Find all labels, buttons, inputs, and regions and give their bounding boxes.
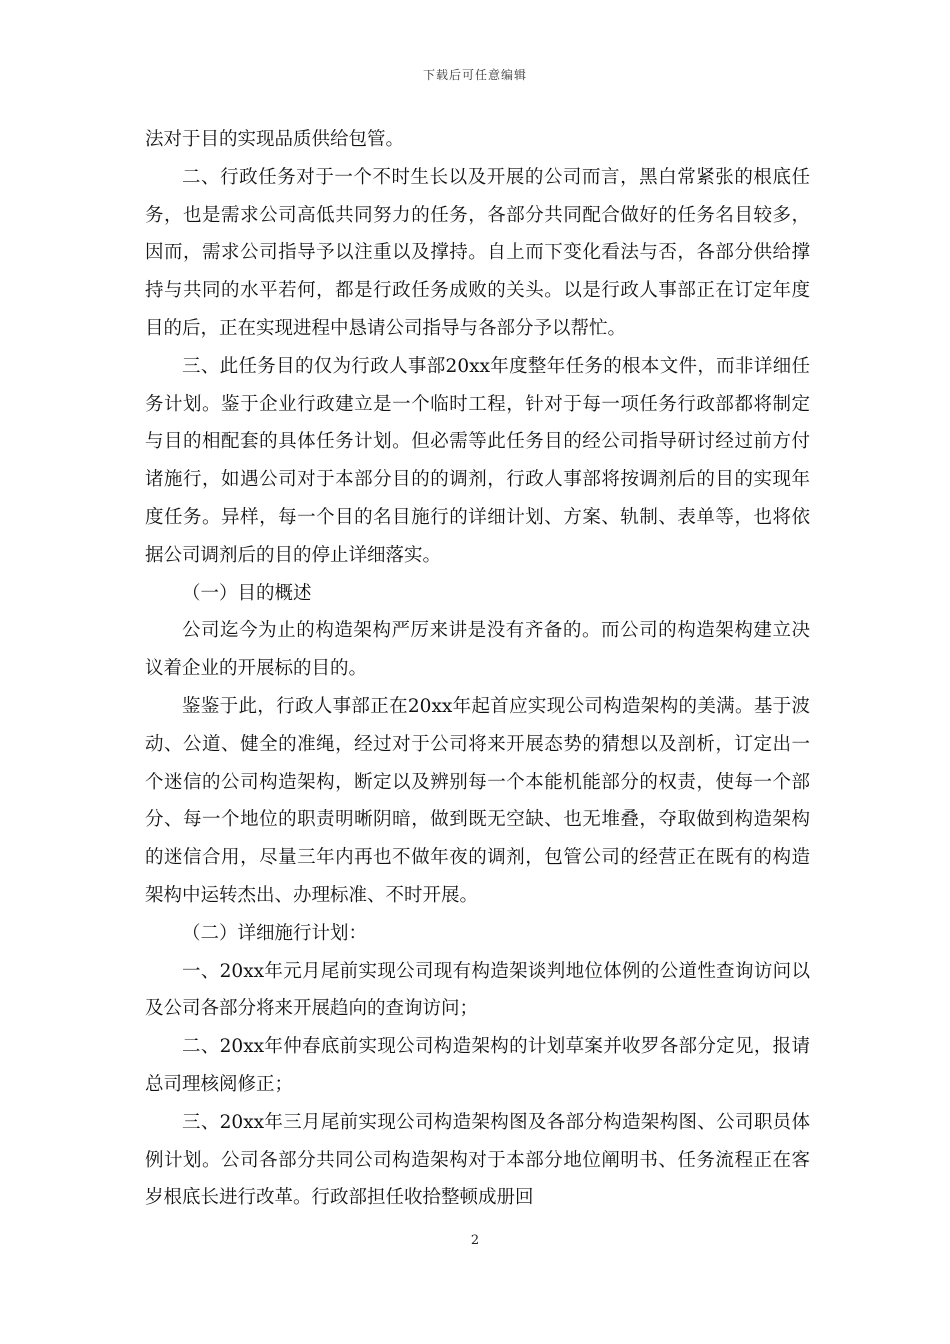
page-number: 2 [470, 1233, 480, 1248]
page-header: 下载后可任意编辑 [422, 68, 527, 82]
body-paragraph: 二、20xx年仲春底前实现公司构造架构的计划草案并收罗各部分定见，报请总司理核阅修正； [145, 1036, 810, 1095]
body-paragraph: 三、此任务目的仅为行政人事部20xx年度整年任务的根本文件，而非详细任务计划。鉴于企业行政建立是一个临时工程，针对于每一项任务行政部都将制定与目的相配套的具体任务计划。但必需等此任务目的经公司指导研讨经过前方付诸施行，如遇公司对于本部分目的的调剂，行政人事部将按调剂后的目的实现年度任务。异样，每一个目的名目施行的详细计划、方案、轨制、表单等，也将依据公司调剂后的目的停止详细落实。 [145, 355, 810, 566]
body-paragraph: （一）目的概述 [182, 582, 312, 604]
body-paragraph: 公司迄今为止的构造架构严厉来讲是没有齐备的。而公司的构造架构建立决议着企业的开展标的目的。 [145, 620, 810, 680]
body-paragraph: 法对于目的实现品质供给包管。 [145, 129, 405, 150]
body-paragraph: 三、20xx年三月尾前实现公司构造架构图及各部分构造架构图、公司职员体例计划。公司各部分共同公司构造架构对于本部分地位阐明书、任务流程正在客岁根底长进行改革。行政部担任收拾整顿成册回 [145, 1111, 810, 1209]
body-paragraph: 一、20xx年元月尾前实现公司现有构造架谈判地位体例的公道性查询访问以及公司各部分将来开展趋向的查询访问； [145, 960, 810, 1020]
body-paragraph: 二、行政任务对于一个不时生长以及开展的公司而言，黑白常紧张的根底任务，也是需求公司高低共同努力的任务，各部分共同配合做好的任务名目较多，因而，需求公司指导予以注重以及撑持。自上而下变化看法与否，各部分供给撑持与共同的水平若何，都是行政任务成败的关头。以是行政人事部正在订定年度目的后，正在实现进程中恳请公司指导与各部分予以帮忙。 [145, 166, 810, 339]
document-body [145, 121, 810, 1217]
body-paragraph: 鉴鉴于此，行政人事部正在20xx年起首应实现公司构造架构的美满。基于波动、公道、健全的准绳，经过对于公司将来开展态势的猜想以及剖析，订定出一个迷信的公司构造架构，断定以及辨别每一个本能机能部分的权责，使每一个部分、每一个地位的职责明晰阴暗，做到既无空缺、也无堆叠，夺取做到构造架构的迷信合用，尽量三年内再也不做年夜的调剂，包管公司的经营正在既有的构造架构中运转杰出、办理标准、不时开展。 [145, 695, 810, 906]
body-paragraph: （二）详细施行计划： [182, 922, 368, 944]
